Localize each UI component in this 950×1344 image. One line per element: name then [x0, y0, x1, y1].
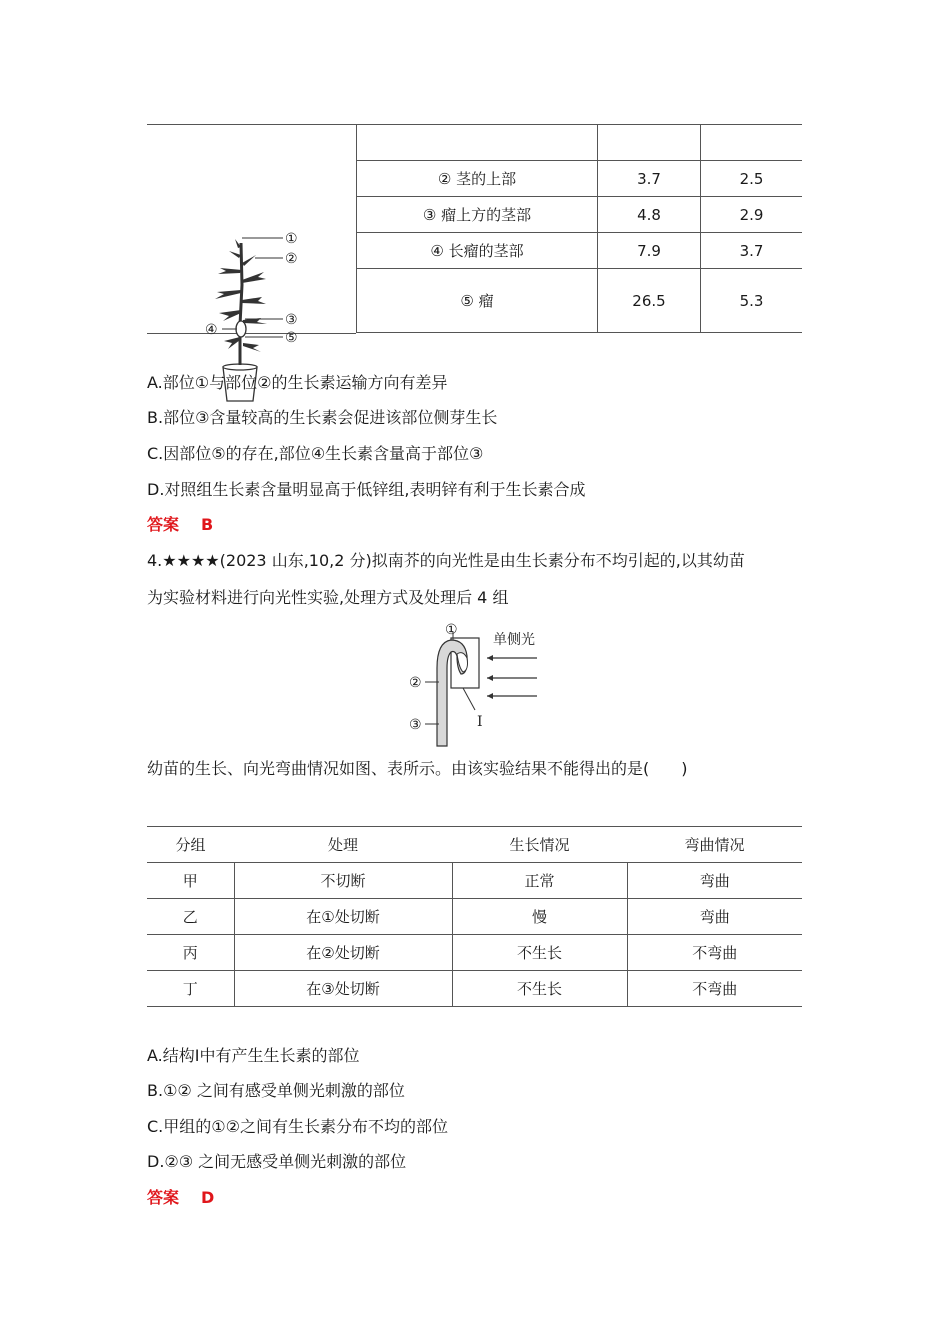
table-row — [357, 197, 803, 233]
table-row — [357, 125, 803, 161]
plant-label-2: ② — [285, 251, 298, 267]
table-cell: 不生长 — [452, 935, 627, 971]
table-cell: ⑤ 瘤 — [357, 269, 598, 333]
seedling-label-1: ① — [445, 622, 458, 638]
table-cell: 乙 — [147, 899, 234, 935]
table-cell: 弯曲 — [627, 899, 802, 935]
q4-option-a: A.结构Ⅰ中有产生生长素的部位 — [147, 1046, 360, 1065]
table1-top-rule — [147, 124, 356, 125]
table-row — [357, 269, 803, 333]
table-row — [147, 971, 802, 1007]
table-cell: 4.8 — [598, 197, 701, 233]
answer-value: B — [201, 515, 214, 534]
table-header-cell: 生长情况 — [452, 827, 627, 863]
table-cell — [357, 125, 598, 161]
table-cell: 在①处切断 — [234, 899, 452, 935]
light-label: 单侧光 — [493, 632, 535, 648]
table-cell: 3.7 — [598, 161, 701, 197]
table-cell: 不切断 — [234, 863, 452, 899]
seedling-label-3: ③ — [409, 717, 422, 733]
table-row — [147, 935, 802, 971]
table-cell — [598, 125, 701, 161]
table-cell: 丁 — [147, 971, 234, 1007]
table-cell: 弯曲 — [627, 863, 802, 899]
q4-answer — [147, 1187, 214, 1209]
plant-label-4: ④ — [205, 322, 218, 338]
seedling-label-2: ② — [409, 675, 422, 691]
table-cell: 2.5 — [701, 161, 803, 197]
seedling-result-table — [147, 826, 802, 1007]
answer-label: 答案 — [147, 1188, 180, 1207]
plant-label-5: ⑤ — [285, 330, 298, 346]
plant-label-3: ③ — [285, 312, 298, 328]
table-cell: 在②处切断 — [234, 935, 452, 971]
table-cell: 不弯曲 — [627, 971, 802, 1007]
table-cell: 2.9 — [701, 197, 803, 233]
q3-option-a: A.部位①与部位②的生长素运输方向有差异 — [147, 373, 448, 392]
table-cell: 7.9 — [598, 233, 701, 269]
table-row — [357, 161, 803, 197]
table-cell: 丙 — [147, 935, 234, 971]
table-header-cell: 分组 — [147, 827, 234, 863]
table-cell: 3.7 — [701, 233, 803, 269]
table-row — [147, 863, 802, 899]
q4-option-c: C.甲组的①②之间有生长素分布不均的部位 — [147, 1117, 448, 1136]
answer-value: D — [201, 1188, 215, 1207]
answer-label: 答案 — [147, 515, 180, 534]
table-cell: 在③处切断 — [234, 971, 452, 1007]
table-row — [357, 233, 803, 269]
structure-i-label: I — [477, 714, 483, 730]
q4-option-b: B.①② 之间有感受单侧光刺激的部位 — [147, 1081, 405, 1100]
table-cell: 慢 — [452, 899, 627, 935]
table-header-row — [147, 827, 802, 863]
table-cell: ④ 长瘤的茎部 — [357, 233, 598, 269]
table-cell: ③ 瘤上方的茎部 — [357, 197, 598, 233]
q3-answer — [147, 514, 213, 536]
table-cell: 5.3 — [701, 269, 803, 333]
table-cell: 不生长 — [452, 971, 627, 1007]
q3-option-d: D.对照组生长素含量明显高于低锌组,表明锌有利于生长素合成 — [147, 480, 586, 499]
auxin-content-table — [356, 124, 802, 333]
table-header-cell: 处理 — [234, 827, 452, 863]
table-cell: ② 茎的上部 — [357, 161, 598, 197]
q3-option-c: C.因部位⑤的存在,部位④生长素含量高于部位③ — [147, 444, 484, 463]
q3-option-b: B.部位③含量较高的生长素会促进该部位侧芽生长 — [147, 408, 498, 427]
table-cell: 甲 — [147, 863, 234, 899]
table-row — [147, 899, 802, 935]
q4-option-d: D.②③ 之间无感受单侧光刺激的部位 — [147, 1152, 407, 1171]
seedling-figure — [405, 618, 550, 748]
table-cell: 正常 — [452, 863, 627, 899]
table-cell: 26.5 — [598, 269, 701, 333]
table-cell — [701, 125, 803, 161]
q4-stem-line-3: 幼苗的生长、向光弯曲情况如图、表所示。由该实验结果不能得出的是( ) — [147, 759, 688, 778]
q4-stem-line-2: 为实验材料进行向光性实验,处理方式及处理后 4 组 — [147, 588, 509, 607]
table-header-cell: 弯曲情况 — [627, 827, 802, 863]
q4-stem-line-1: 4.★★★★(2023 山东,10,2 分)拟南芥的向光性是由生长素分布不均引起的,以其幼苗 — [147, 551, 745, 570]
plant-label-1: ① — [285, 231, 298, 247]
table-cell: 不弯曲 — [627, 935, 802, 971]
